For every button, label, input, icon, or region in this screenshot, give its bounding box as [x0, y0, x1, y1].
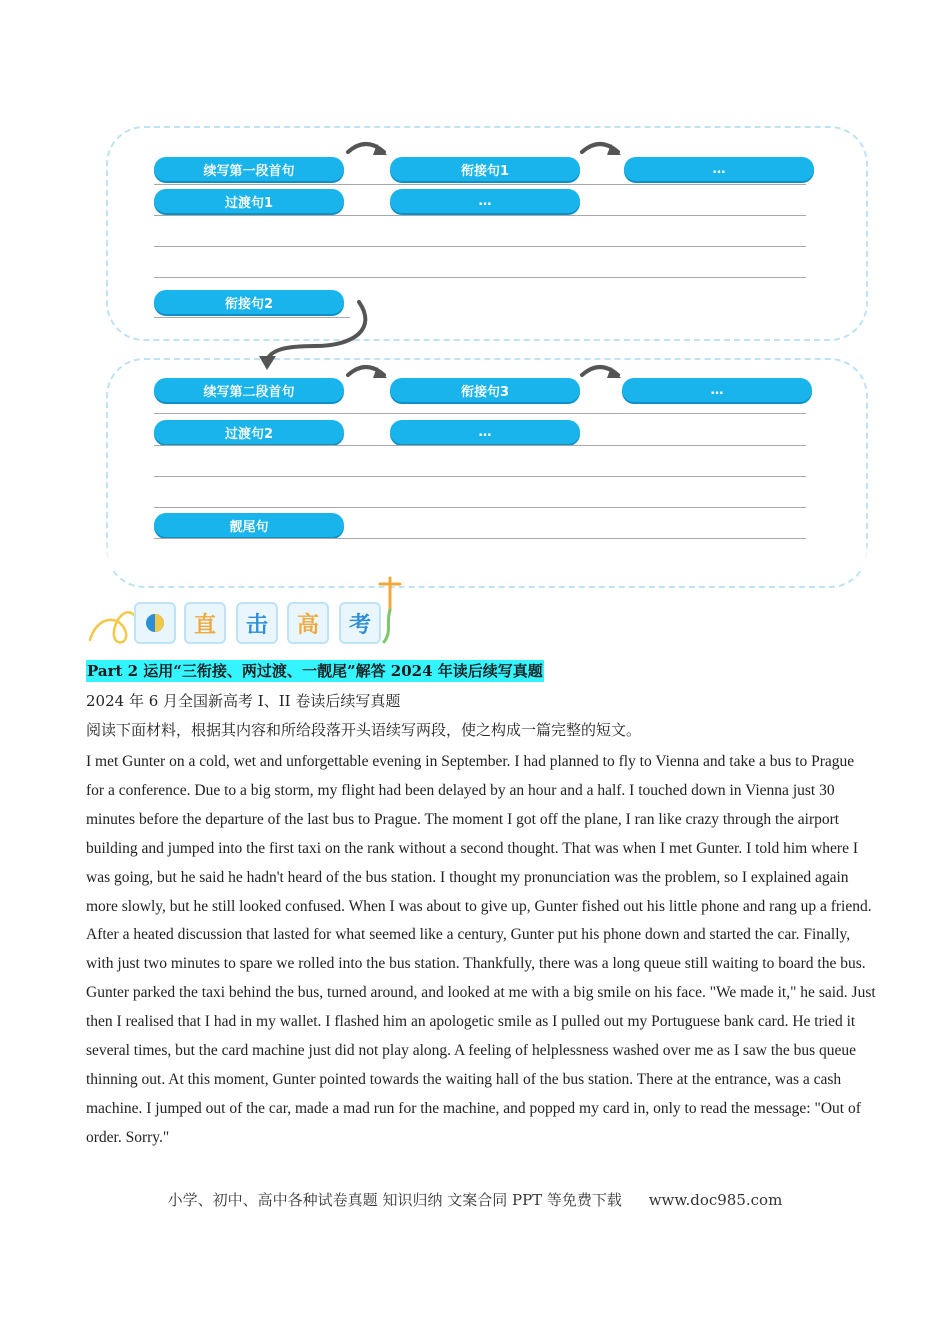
direct-to-exam-banner [86, 570, 416, 660]
writing-structure-diagram [0, 0, 950, 570]
writing-line [154, 507, 806, 508]
pill-link-1: 衔接句1 [390, 157, 580, 181]
writing-line [154, 476, 806, 477]
arrow-right-icon [578, 361, 626, 387]
curved-arrow-down-icon [255, 298, 375, 373]
pill-ellipsis-4: … [390, 420, 580, 444]
pill-transition-1: 过渡句1 [154, 189, 344, 213]
pill-ellipsis-3: … [622, 378, 812, 402]
pill-ending-sentence: 靓尾句 [154, 513, 344, 537]
pill-p2-first-sentence: 续写第二段首句 [154, 378, 344, 402]
writing-line [154, 445, 806, 446]
footer-url[interactable]: www.doc985.com [648, 1191, 783, 1209]
writing-line [154, 413, 806, 414]
arrow-right-icon [578, 138, 626, 164]
banner-tile-1: 直 [184, 602, 226, 644]
task-instruction: 阅读下面材料，根据其内容和所给段落开头语续写两段，使之构成一篇完整的短文。 [86, 721, 642, 739]
globe-icon [144, 612, 166, 634]
arrow-right-icon [344, 138, 392, 164]
banner-tile-2: 击 [236, 602, 278, 644]
pill-link-3: 衔接句3 [390, 378, 580, 402]
reading-passage: I met Gunter on a cold, wet and unforgettable evening in September. I had planned to fly to Vienna and take a bus to Prague for a conference. Due to a big storm, my flight had been delayed by an hour and a half. I touched down in Vienna just 30 minutes before the departure of the last bus to Prague. The moment I got off the plane, I ran like crazy through the airport building and jumped into the first taxi on the rank without a second thought. That was when I met Gunter. I told him where I was going, but he said he hadn't heard of the bus station. I thought my pronunciation was the problem, so I explained again more slowly, but he still looked confused. When I was about to give up, Gunter fished out his little phone and rang up a friend. After a heated discussion that lasted for what seemed like a century, Gunter put his phone down and started the car. Finally, with just two minutes to spare we rolled into the bus station. Thankfully, there was a long queue still waiting to board the bus. Gunter parked the taxi behind the bus, turned around, and looked at me with a big smile on his face. "We made it," he said. Just then I realised that I had in my wallet. I flashed him an apologetic smile as I pulled out my Portuguese bank card. He tried it several times, but the card machine just did not play along. A feeling of helplessness washed over me as I saw the bus queue thinning out. At this moment, Gunter pointed towards the waiting hall of the bus station. There at the entrance, was a cash machine. I jumped out of the car, made a mad run for the machine, and popped my card in, only to read the message: "Out of order. Sorry." [86, 753, 876, 1146]
pill-p1-first-sentence: 续写第一段首句 [154, 157, 344, 181]
banner-tile-3: 高 [287, 602, 329, 644]
footer-text: 小学、初中、高中各种试卷真题 知识归纳 文案合同 PPT 等免费下载 [167, 1191, 622, 1209]
banner-tile-4: 考 [339, 602, 381, 644]
pill-ellipsis-1: … [624, 157, 814, 181]
writing-line [154, 184, 806, 185]
page-footer [0, 1189, 950, 1210]
exam-source: 2024 年 6 月全国新高考 I、II 卷读后续写真题 [86, 692, 401, 710]
part-heading: Part 2 运用“三衔接、两过渡、一靓尾”解答 2024 年读后续写真题 [87, 662, 543, 680]
globe-tile-icon [134, 602, 176, 644]
pill-ellipsis-2: … [390, 189, 580, 213]
pill-link-2: 衔接句2 [154, 290, 344, 314]
writing-line [154, 538, 806, 539]
writing-line [154, 215, 806, 216]
pill-transition-2: 过渡句2 [154, 420, 344, 444]
diagram-crop-fade [100, 540, 880, 570]
writing-line [154, 277, 806, 278]
writing-line [154, 246, 806, 247]
